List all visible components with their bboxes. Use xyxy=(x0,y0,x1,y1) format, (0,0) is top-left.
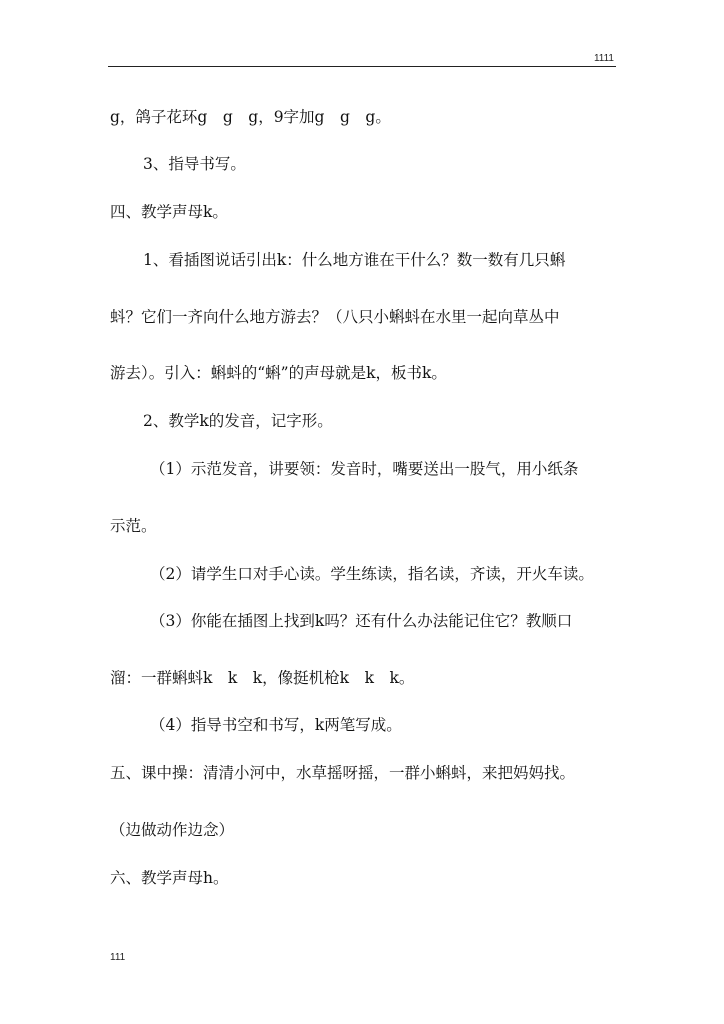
text-line: （边做动作边念） xyxy=(110,821,235,839)
text-line: 3、指导书写。 xyxy=(143,155,246,173)
text-line: 1、看插图说话引出k：什么地方谁在干什么？数一数有几只蝌 xyxy=(143,251,566,269)
section-heading: 四、教学声母k。 xyxy=(110,203,228,221)
text-line: 示范。 xyxy=(110,517,157,535)
text-line: 溜：一群蝌蚪k k k，像挺机枪k k k。 xyxy=(110,669,415,687)
text-line: 蚪？它们一齐向什么地方游去？（八只小蝌蚪在水里一起向草丛中 xyxy=(110,308,560,326)
text-line: 游去）。引入：蝌蚪的“蝌”的声母就是k，板书k。 xyxy=(110,364,447,382)
text-line: g，鸽子花环g g g，9字加g g g。 xyxy=(110,108,391,126)
header-page-number: 1111 xyxy=(593,53,614,64)
text-line: （3）你能在插图上找到k吗？还有什么办法能记住它？教顺口 xyxy=(150,612,573,630)
header-rule xyxy=(108,66,616,67)
section-heading: 六、教学声母h。 xyxy=(110,869,229,887)
section-heading: 五、课中操：清清小河中，水草摇呀摇，一群小蝌蚪，来把妈妈找。 xyxy=(110,764,576,782)
text-line: （4）指导书空和书写，k两笔写成。 xyxy=(150,716,402,734)
text-line: 2、教学k的发音，记字形。 xyxy=(143,412,333,430)
footer-page-number: 111 xyxy=(110,952,126,963)
text-line: （2）请学生口对手心读。学生练读，指名读，齐读，开火车读。 xyxy=(150,565,594,583)
text-line: （1）示范发音，讲要领：发音时，嘴要送出一股气，用小纸条 xyxy=(150,460,579,478)
